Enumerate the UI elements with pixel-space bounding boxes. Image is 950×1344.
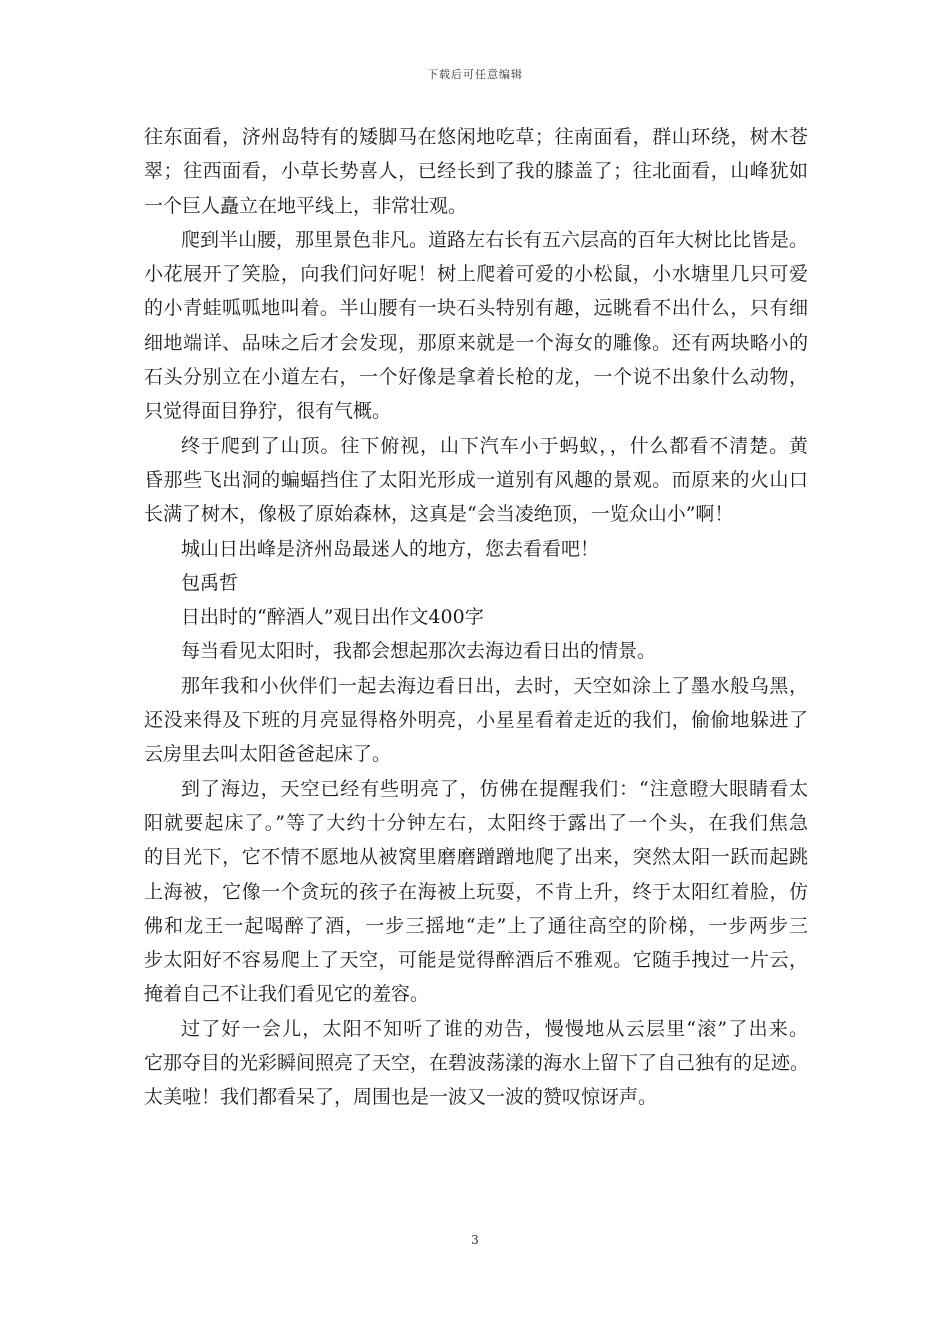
text-line: 上海被，它像一个贪玩的孩子在海被上玩耍，不肯上升，终于太阳红着脸，仿 bbox=[144, 880, 808, 903]
text-line: 长满了树木，像极了原始森林，这真是“会当凌绝顶，一览众山小”啊！ bbox=[144, 503, 734, 526]
paragraph-first-line: 那年我和小伙伴们一起去海边看日出，去时，天空如涂上了墨水般乌黑， bbox=[181, 674, 808, 697]
paragraph-first-line: 终于爬到了山顶。往下俯视，山下汽车小于蚂蚁，，什么都看不清楚。黄 bbox=[181, 434, 808, 457]
text-line: 只觉得面目狰狞，很有气概。 bbox=[144, 400, 392, 423]
text-line: 小花展开了笑脸，向我们问好呢！树上爬着可爱的小松鼠，小水塘里几只可爱 bbox=[144, 263, 808, 286]
text-line: 细地端详、品味之后才会发现，那原来就是一个海女的雕像。还有两块略小的 bbox=[144, 331, 808, 354]
text-line: 阳就要起床了。”等了大约十分钟左右，太阳终于露出了一个头，在我们焦急 bbox=[144, 811, 808, 834]
text-line: 还没来得及下班的月亮显得格外明亮，小星星看着走近的我们，偷偷地躲进了 bbox=[144, 709, 808, 732]
paragraph-first-line: 城山日出峰是济州岛最迷人的地方，您去看看吧！ bbox=[181, 537, 600, 560]
document-body bbox=[144, 120, 808, 1115]
text-line: 翠；往西面看，小草长势喜人，已经长到了我的膝盖了；往北面看，山峰犹如 bbox=[144, 160, 808, 183]
text-line: 昏那些飞出洞的蝙蝠挡住了太阳光形成一道别有风趣的景观。而原来的火山口 bbox=[144, 468, 808, 491]
text-line: 的目光下，它不情不愿地从被窝里磨磨蹭蹭地爬了出来，突然太阳一跃而起跳 bbox=[144, 846, 808, 869]
paragraph-first-line: 爬到半山腰，那里景色非凡。道路左右长有五六层高的百年大树比比皆是。 bbox=[181, 228, 809, 251]
paragraph-first-line: 到了海边，天空已经有些明亮了，仿佛在提醒我们：“注意瞪大眼睛看太 bbox=[181, 777, 808, 800]
text-line: 一个巨人矗立在地平线上，非常壮观。 bbox=[144, 194, 468, 217]
text-line: 佛和龙王一起喝醉了酒，一步三摇地“走”上了通往高空的阶梯，一步两步三 bbox=[144, 914, 808, 937]
text-line: 太美啦！我们都看呆了，周围也是一波又一波的赞叹惊讶声。 bbox=[144, 1086, 658, 1109]
page-number: 3 bbox=[471, 1233, 479, 1247]
paragraph-first-line: 每当看见太阳时，我都会想起那次去海边看日出的情景。 bbox=[181, 640, 657, 663]
paragraph-first-line: 过了好一会儿，太阳不知听了谁的劝告，慢慢地从云层里“滚”了出来。 bbox=[181, 1017, 808, 1040]
text-line: 云房里去叫太阳爸爸起床了。 bbox=[144, 743, 392, 766]
text-line: 掩着自己不让我们看见它的羞容。 bbox=[144, 983, 430, 1006]
text-line: 它那夺目的光彩瞬间照亮了天空，在碧波荡漾的海水上留下了自己独有的足迹。 bbox=[144, 1052, 810, 1075]
text-line: 往东面看，济州岛特有的矮脚马在悠闲地吃草；往南面看，群山环绕，树木苍 bbox=[144, 126, 808, 148]
author-name: 包禹哲 bbox=[181, 571, 239, 594]
text-line: 石头分别立在小道左右，一个好像是拿着长枪的龙，一个说不出象什么动物， bbox=[144, 366, 808, 389]
page-header: 下载后可任意编辑 bbox=[427, 68, 523, 81]
text-line: 步太阳好不容易爬上了天空，可能是觉得醉酒后不雅观。它随手拽过一片云， bbox=[144, 949, 808, 972]
essay-title: 日出时的“醉酒人”观日出作文400字 bbox=[181, 606, 484, 629]
text-line: 的小青蛙呱呱地叫着。半山腰有一块石头特别有趣，远眺看不出什么，只有细 bbox=[144, 297, 808, 320]
